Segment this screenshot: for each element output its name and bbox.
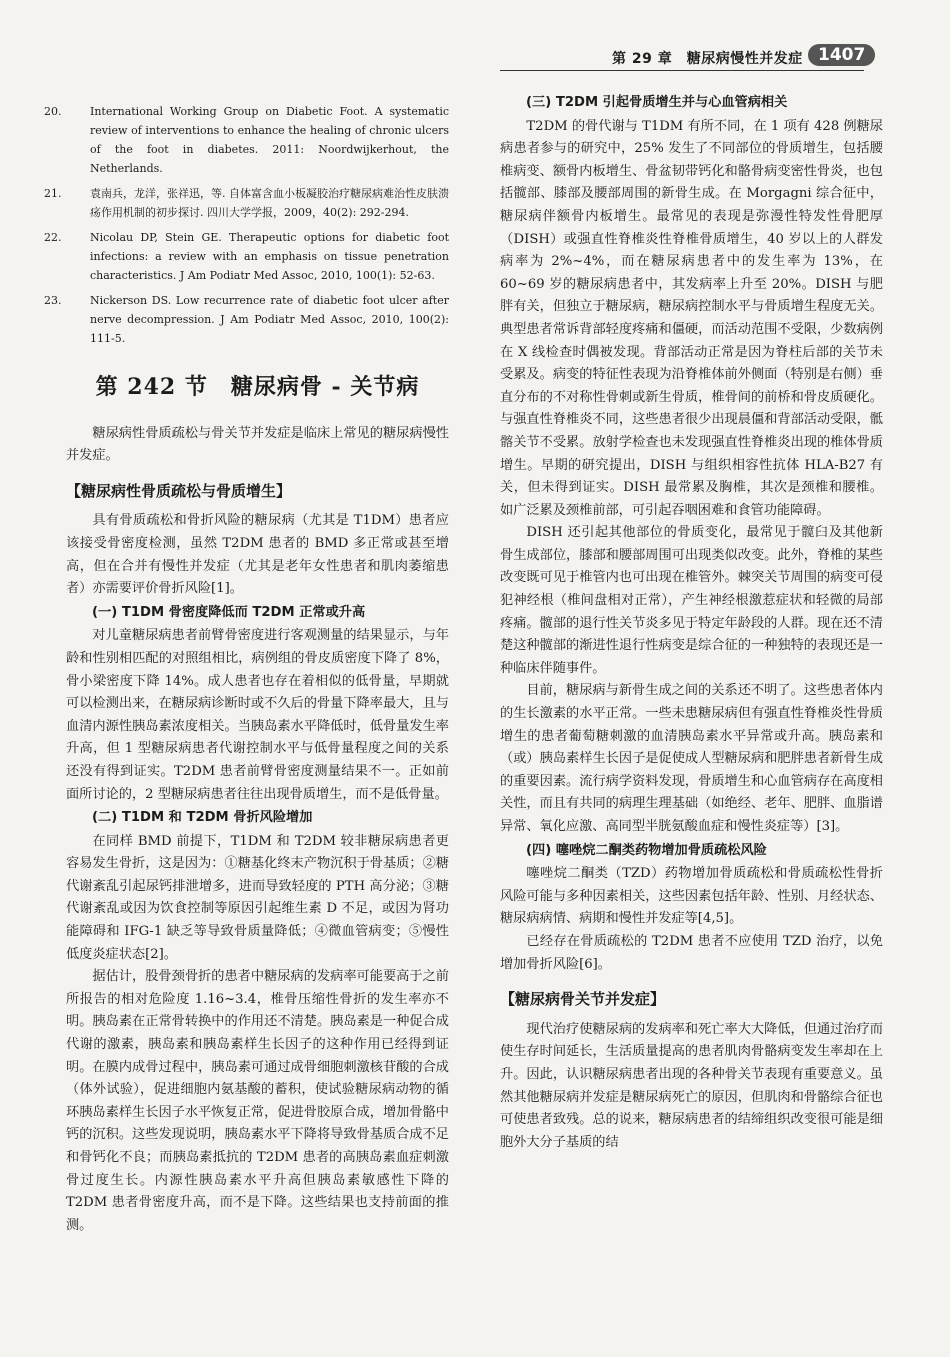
subheading-2: (二) T1DM 和 T2DM 骨折风险增加 (92, 810, 313, 826)
header-rule (500, 70, 864, 71)
reference-text: Nickerson DS. Low recurrence rate of diabetic foot ulcer after nerve decompression. J Am Podiatr Med Assoc, 2010, 100(2): 111-5. (90, 294, 449, 345)
subheading-4: (四) 噻唑烷二酮类药物增加骨质疏松风险 (526, 842, 767, 858)
right-column (500, 92, 883, 1154)
section-title: 第 242 节 糖尿病骨 - 关节病 (95, 374, 420, 400)
reference-item (44, 184, 449, 222)
paragraph: 目前，糖尿病与新骨生成之间的关系还不明了。这些患者体内的生长激素的水平正常。一些未患糖尿病但有强直性脊椎炎性骨质增生的患者葡萄糖刺激的血清胰岛素水平异常或升高。胰岛素和（或）胰岛素样生长因子是促使成人型糖尿病和肥胖患者新骨生成的重要因素。流行病学资料发现，骨质增生和心血管病存在高度相关性，而且有共同的病理生理基础（如绝经、老年、肥胖、血脂谱异常、氧化应激、高同型半胱氨酸血症和慢性炎症等）[3]。 (500, 683, 883, 834)
paragraph: 现代治疗使糖尿病的发病率和死亡率大大降低，但通过治疗而使生存时间延长，生活质量提高的患者肌肉骨骼病变发生率却在上升。因此，认识糖尿病患者出现的各种骨关节表现有重要意义。虽然其他糖尿病并发症是糖尿病死亡的原因，但肌肉和骨骼综合征也可使患者致残。总的说来，糖尿病患者的结缔组织改变很可能是细胞外大分子基质的结 (500, 1021, 883, 1150)
page-number: 1407 (808, 44, 875, 66)
page-header (0, 44, 950, 78)
reference-number: 21. (44, 187, 62, 200)
reference-text: International Working Group on Diabetic Foot. A systematic review of interventions to enhance the healing of chronic ulcers of the foot in diabetes. 2011: Noordwijkerhout, the Netherlands. (90, 105, 449, 175)
reference-list (44, 102, 449, 348)
paragraph: 噻唑烷二酮类（TZD）药物增加骨质疏松和骨质疏松性骨折风险可能与多种因素相关，这些因素包括年龄、性别、月经状态、糖尿病病情、病期和慢性并发症等[4,5]。 (500, 866, 883, 927)
reference-text: 袁南兵，龙洋，张祥迅，等. 自体富含血小板凝胶治疗糖尿病难治性皮肤溃疡作用机制的初步探讨. 四川大学学报，2009，40(2): 292-294. (90, 187, 449, 219)
paragraph: 在同样 BMD 前提下，T1DM 和 T2DM 较非糖尿病患者更容易发生骨折，这是因为：①糖基化终末产物沉积于骨基质；②糖代谢紊乱引起尿钙排泄增多，进而导致轻度的 PTH 高分泌；③糖代谢紊乱或因为饮食控制等原因引起维生素 D 不足，或因为肾功能障碍和 IFG-1 缺乏等导致骨质量降低；④微血管病变；⑤慢性低度炎症状态[2]。 (66, 833, 449, 962)
paragraph: T2DM 的骨代谢与 T1DM 有所不同，在 1 项有 428 例糖尿病患者参与的研究中，25% 发生了不同部位的骨质增生，包括腰椎病变、额骨内板增生、骨盆韧带钙化和骼骨病变密性骨炎，也包括髋部、膝部及腰部周围的新骨生成。在 Morgagni 综合征中，糖尿病伴额骨内板增生。最常见的表现是弥漫性特发性骨肥厚（DISH）或强直性脊椎炎性脊椎骨质增生，40 岁以上的人群发病率为 2%~4%，而在糖尿病患者中的发生率为 13%，在 60~69 岁的糖尿病患者中，其发病率上升至 20%。DISH 与肥胖有关，但独立于糖尿病，糖尿病控制水平与骨质增生程度无关。典型患者常诉背部轻度疼痛和僵硬，而活动范围不受限，少数病例在 X 线检查时偶被发现。背部活动正常是因为脊柱后部的关节未受累及。病变的特征性表现为沿脊椎体前外侧面（特别是右侧）垂直分布的不对称性骨刺或新生骨质，椎骨间的前桥和骨皮质硬化。与强直性脊椎炎不同，这些患者很少出现晨僵和背部活动受限，骶髂关节不受累。放射学检查也未发现强直性脊椎炎出现的椎体骨质增生。早期的研究提出，DISH 与组织相容性抗体 HLA-B27 有关，但未得到证实。DISH 最常累及胸椎，其次是颈椎和腰椎。如广泛累及颈椎前部，可引起吞咽困难和食管功能障碍。 (500, 118, 883, 518)
left-column (44, 92, 449, 1237)
box-heading-osteoporosis: 【糖尿病性骨质疏松与骨质增生】 (66, 481, 292, 500)
chapter-title: 第 29 章 糖尿病慢性并发症 (612, 51, 803, 67)
reference-item (44, 291, 449, 348)
reference-text: Nicolau DP, Stein GE. Therapeutic options for diabetic foot infections: a review with an emphasis on tissue penetration characteristics. J Am Podiatr Med Assoc, 2010, 100(1): 52-63. (90, 231, 449, 282)
reference-item (44, 102, 449, 178)
paragraph: 据估计，股骨颈骨折的患者中糖尿病的发病率可能要高于之前所报告的相对危险度 1.16~3.4，椎骨压缩性骨折的发生率亦不明。胰岛素在正常骨转换中的作用还不清楚。胰岛素是一种促合成代谢的激素，胰岛素和胰岛素样生长因子的这种作用已经得到证明。在膜内成骨过程中，胰岛素可通过成骨细胞刺激核苷酸的合成（体外试验），促进细胞内氨基酸的蓄积，使试验糖尿病动物的循环胰岛素样生长因子水平恢复正常，促进骨胶原合成，增加骨骼中钙的沉积。这些发现说明，胰岛素水平下降将导致骨基质合成不足和骨钙化不良；而胰岛素抵抗的 T2DM 患者的高胰岛素血症刺激骨过度生长。内源性胰岛素水平升高但胰岛素敏感性下降的 T2DM 患者骨密度升高，而不是下降。这些结果也支持前面的推测。 (66, 969, 449, 1233)
subheading-1: (一) T1DM 骨密度降低而 T2DM 正常或升高 (92, 604, 366, 620)
reference-number: 23. (44, 294, 62, 307)
section-intro: 糖尿病性骨质疏松与骨关节并发症是临床上常见的糖尿病慢性并发症。 (66, 425, 449, 464)
box-heading-joint: 【糖尿病骨关节并发症】 (500, 990, 666, 1009)
reference-number: 20. (44, 105, 62, 118)
reference-number: 22. (44, 231, 62, 244)
paragraph: 对儿童糖尿病患者前臂骨密度进行客观测量的结果显示，与年龄和性别相匹配的对照组相比，病例组的骨皮质密度下降了 8%，骨小梁密度下降 14%。成人患者也存在着相似的低骨量，早期就可以检测出来，在糖尿病诊断时或不久后的骨量下降率最大，且与血清内源性胰岛素浓度相关。当胰岛素水平降低时，低骨量发生率升高，但 1 型糖尿病患者代谢控制水平与低骨量程度之间的关系还没有得到证实。T2DM 患者前臂骨密度测量结果不一。正如前面所讨论的，2 型糖尿病患者往往出现骨质增生，而不是低骨量。 (66, 628, 449, 802)
paragraph: DISH 还引起其他部位的骨质变化，最常见于髋臼及其他新骨生成部位，膝部和腰部周围可出现类似改变。此外，脊椎的某些改变既可见于椎管内也可出现在椎管外。棘突关节周围的病变可侵犯神经根（椎间盘相对正常），产生神经根激惹症状和轻微的局部疼痛。髋部的退行性关节炎多见于特定年龄段的人群。现在还不清楚这种髋部的渐进性退行性病变是综合征的一种独特的表现还是一种临床伴随事件。 (500, 525, 883, 676)
subheading-3: (三) T2DM 引起骨质增生并与心血管病相关 (526, 95, 788, 110)
paragraph: 已经存在骨质疏松的 T2DM 患者不应使用 TZD 治疗，以免增加骨折风险[6]。 (500, 933, 883, 972)
paragraph: 具有骨质疏松和骨折风险的糖尿病（尤其是 T1DM）患者应该接受骨密度检测，虽然 T2DM 患者的 BMD 多正常或甚至增高，但在合并有慢性并发症（尤其是老年女性患者和肌肉萎缩患者）亦需要评价骨折风险[1]。 (66, 513, 449, 597)
reference-item (44, 228, 449, 285)
